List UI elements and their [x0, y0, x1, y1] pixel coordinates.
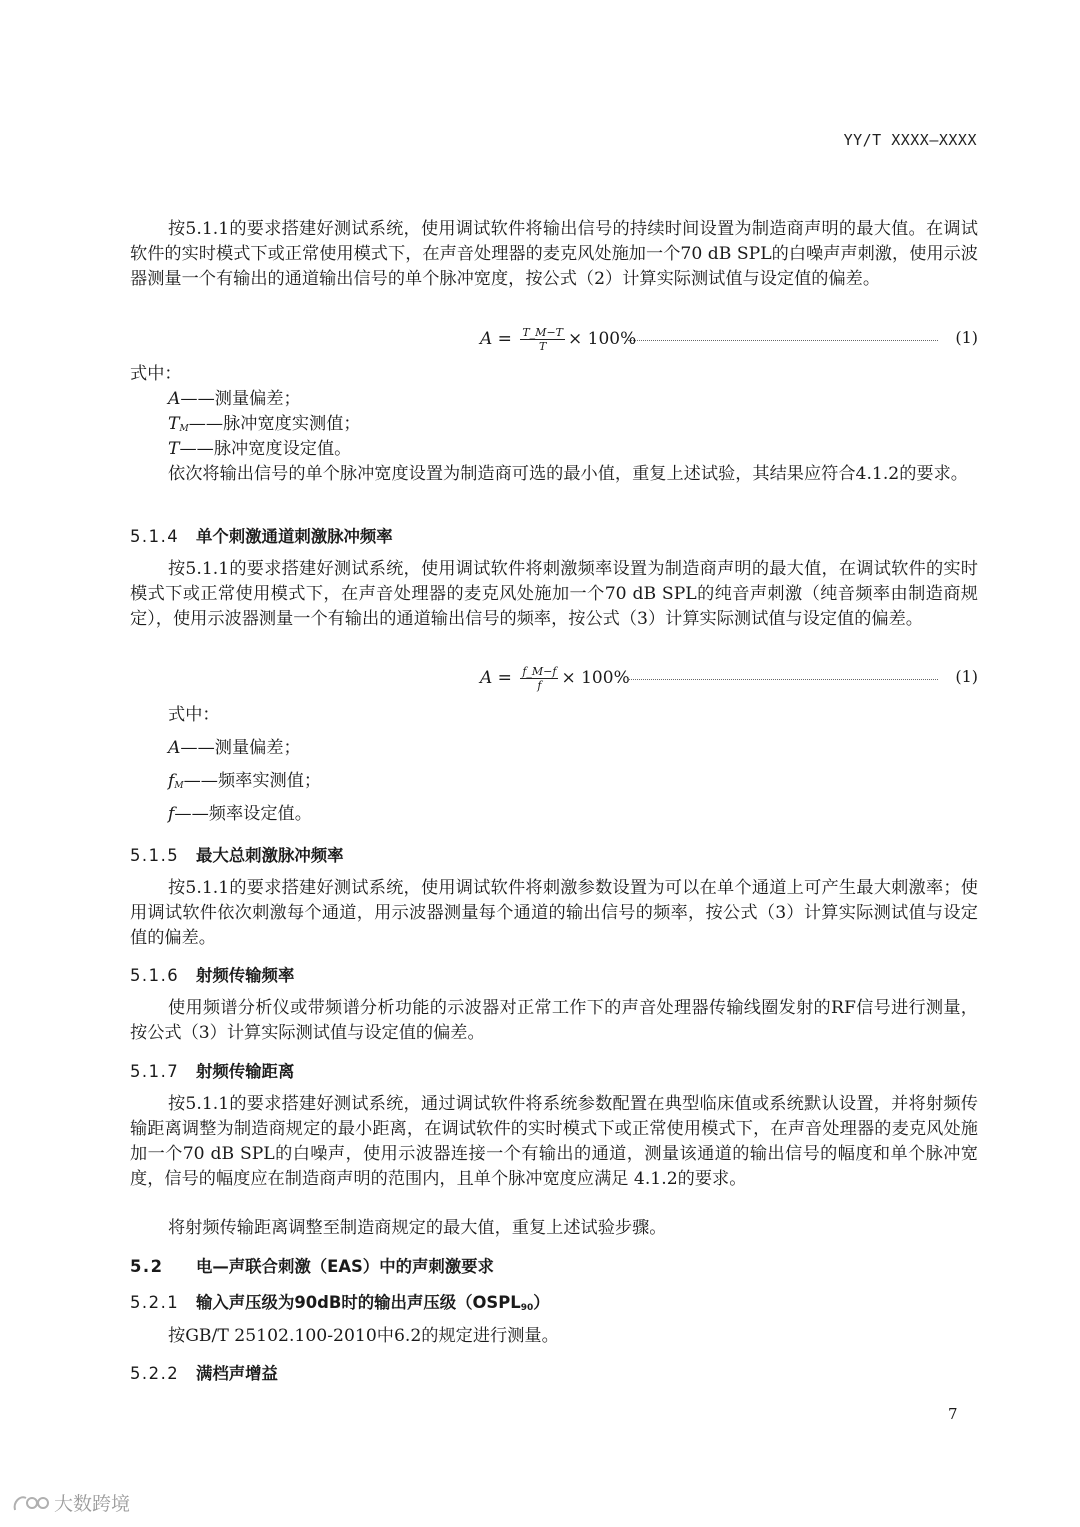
section-number: 5.1.6	[130, 966, 180, 985]
formula-lhs: A =	[480, 668, 518, 688]
section-title: 单个刺激通道刺激脉冲频率	[196, 527, 393, 546]
section-number: 5.2.2	[130, 1364, 180, 1383]
section-title-close: ）	[533, 1293, 550, 1312]
where-label: 式中：	[130, 364, 182, 384]
formula-rhs: × 100%	[561, 668, 630, 688]
variable-subscript: M	[179, 424, 189, 434]
section-heading-5-1-5	[130, 842, 978, 866]
variable-description: ——脉冲宽度设定值。	[179, 439, 352, 459]
section-title: 射频传输距离	[196, 1062, 295, 1081]
watermark-text: 大数跨境	[54, 1493, 131, 1515]
leader-dots	[628, 665, 938, 680]
section-title: 电—声联合刺激（EAS）中的声刺激要求	[196, 1257, 494, 1276]
watermark-logo-icon	[12, 1492, 50, 1514]
section-number: 5.2	[130, 1257, 164, 1276]
formula-numerator: T_M−T	[522, 326, 563, 339]
where-item	[130, 437, 1016, 462]
variable-subscript: M	[174, 781, 184, 791]
formula-number: (1)	[955, 328, 978, 347]
section-heading-5-2-1	[130, 1289, 978, 1313]
section-title: 最大总刺激脉冲频率	[196, 846, 344, 865]
section-heading-5-1-6	[130, 962, 978, 986]
section-number: 5.1.4	[130, 527, 180, 546]
watermark	[12, 1489, 130, 1516]
formula-rhs: × 100%	[568, 329, 637, 349]
section-number: 5.1.5	[130, 846, 180, 865]
where-item	[130, 736, 1016, 761]
paragraph-pulse-width-test: 按5.1.1的要求搭建好测试系统，使用调试软件将输出信号的持续时间设置为制造商声明的最大值。在调试软件的实时模式下或正常使用模式下，在声音处理器的麦克风处施加一个70 dB SPL的白噪声声刺激，使用示波器测量一个有输出的通道输出信号的单个脉冲宽度，按公式（2）计算实际测试值与设定值的偏差。	[130, 219, 978, 289]
variable-symbol: T	[168, 414, 180, 434]
section-number: 5.1.7	[130, 1062, 180, 1081]
paragraph-stimulus-frequency-test: 按5.1.1的要求搭建好测试系统，使用调试软件将刺激频率设置为制造商声明的最大值，在调试软件的实时模式下或正常使用模式下，在声音处理器的麦克风处施加一个70 dB SPL的纯音声刺激（纯音频率由制造商规定），使用示波器测量一个有输出的通道输出信号的频率，按公式（3）计算实际测试值与设定值的偏差。	[130, 559, 978, 629]
section-title: 输入声压级为90dB时的输出声压级（OSPL	[196, 1293, 521, 1312]
where-item	[130, 802, 1016, 827]
formula-lhs: A =	[480, 329, 518, 349]
variable-symbol: T	[168, 439, 180, 459]
variable-description: ——测量偏差；	[180, 738, 301, 758]
formula-numerator: f_M−f	[522, 665, 557, 678]
formula-frequency-deviation	[480, 657, 978, 703]
variable-description: ——频率设定值。	[174, 804, 312, 824]
variable-description: ——测量偏差；	[180, 389, 301, 409]
formula-denominator: T	[539, 340, 547, 353]
section-title: 射频传输频率	[196, 966, 295, 985]
formula-fraction	[520, 326, 565, 353]
formula-number: (1)	[955, 667, 978, 686]
page-number: 7	[948, 1405, 958, 1423]
formula-fraction	[520, 665, 558, 692]
paragraph-min-pulse-width: 依次将输出信号的单个脉冲宽度设置为制造商可选的最小值，重复上述试验，其结果应符合4.1.2的要求。	[168, 464, 968, 484]
variable-description: ——频率实测值；	[183, 771, 322, 791]
paragraph-rf-distance-test: 按5.1.1的要求搭建好测试系统，通过调试软件将系统参数配置在典型临床值或系统默认设置，并将射频传输距离调整为制造商规定的最小距离，在调试软件的实时模式下或正常使用模式下，在声音处理器的麦克风处施加一个70 dB SPL的白噪声，使用示波器连接一个有输出的通道，测量该通道的输出信号的幅度和单个脉冲宽度，信号的幅度应在制造商声明的范围内，且单个脉冲宽度应满足 4.1.2的要求。	[130, 1094, 978, 1189]
section-title-subscript: 90	[520, 1303, 534, 1313]
where-label: 式中：	[168, 705, 220, 725]
document-code-header: YY/T XXXX—XXXX	[843, 131, 977, 149]
where-item	[130, 769, 1016, 799]
paragraph-ospl-measure: 按GB/T 25102.100-2010中6.2的规定进行测量。	[168, 1326, 559, 1346]
variable-symbol: f	[168, 771, 175, 791]
variable-symbol: f	[168, 804, 175, 824]
section-heading-5-2-2	[130, 1360, 978, 1384]
paragraph-max-total-rate: 按5.1.1的要求搭建好测试系统，使用调试软件将刺激参数设置为可以在单个通道上可产生最大刺激率；使用调试软件依次刺激每个通道，用示波器测量每个通道的输出信号的频率，按公式（3）计算实际测试值与设定值的偏差。	[130, 878, 978, 948]
leader-dots	[628, 326, 938, 341]
variable-symbol: A	[168, 389, 181, 409]
paragraph-rf-frequency: 使用频谱分析仪或带频谱分析功能的示波器对正常工作下的声音处理器传输线圈发射的RF信号进行测量，按公式（3）计算实际测试值与设定值的偏差。	[130, 998, 978, 1043]
section-heading-5-2	[130, 1253, 978, 1277]
formula-denominator: f	[537, 679, 542, 692]
variable-symbol: A	[168, 738, 181, 758]
formula-pulse-width-deviation	[480, 318, 978, 364]
paragraph-rf-max-distance: 将射频传输距离调整至制造商规定的最大值，重复上述试验步骤。	[168, 1218, 667, 1238]
section-heading-5-1-4	[130, 523, 978, 547]
variable-description: ——脉冲宽度实测值；	[188, 414, 361, 434]
where-item	[130, 387, 1016, 412]
section-heading-5-1-7	[130, 1058, 978, 1082]
section-title: 满档声增益	[196, 1364, 278, 1383]
section-number: 5.2.1	[130, 1293, 180, 1312]
